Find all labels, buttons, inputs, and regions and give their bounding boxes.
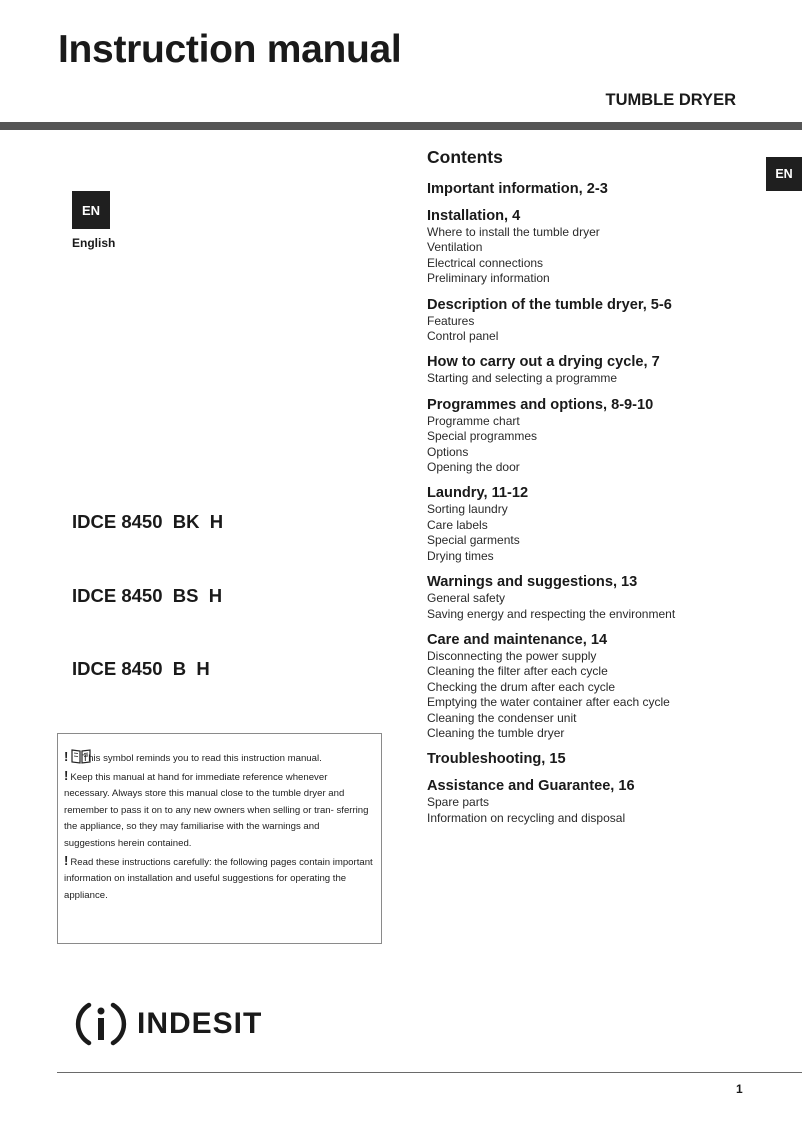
notice-para-3: ! Read these instructions carefully: the following pages contain important information on installation and useful suggestions for operating the appliance. — [64, 852, 373, 901]
contents-section — [427, 750, 787, 768]
language-side-tab: EN — [766, 157, 802, 191]
contents-section — [427, 353, 787, 386]
section-item: Checking the drum after each cycle — [427, 679, 616, 694]
indesit-logo-icon — [75, 999, 127, 1049]
contents-section — [427, 180, 787, 198]
section-item: Cleaning the tumble dryer — [427, 725, 565, 740]
section-title: Programmes and options, 8-9-10 — [427, 396, 654, 413]
footer-rule — [57, 1072, 802, 1073]
section-item: Starting and selecting a programme — [427, 371, 618, 386]
section-item: Control panel — [427, 329, 499, 344]
section-item: Information on recycling and disposal — [427, 810, 626, 825]
section-item: Disconnecting the power supply — [427, 648, 597, 663]
contents-section — [427, 296, 787, 345]
section-title: Laundry, 11-12 — [427, 485, 529, 502]
section-item: Emptying the water container after each cycle — [427, 695, 670, 710]
contents-section — [427, 207, 787, 287]
indesit-logo — [75, 999, 262, 1049]
section-item: General safety — [427, 591, 506, 606]
section-item: Preliminary information — [427, 271, 550, 286]
page-number: 1 — [736, 1082, 743, 1096]
document-title: Instruction manual — [58, 28, 402, 71]
section-item: Features — [427, 313, 475, 328]
section-title: Troubleshooting, 15 — [427, 751, 566, 768]
section-item: Options — [427, 444, 469, 459]
model-name: IDCE 8450 B H — [72, 658, 210, 679]
header-rule — [0, 122, 802, 130]
document-subtitle: TUMBLE DRYER — [605, 91, 736, 109]
contents-section — [427, 631, 787, 741]
section-title: Assistance and Guarantee, 16 — [427, 778, 635, 795]
table-of-contents — [427, 147, 787, 835]
exclamation-icon: ! — [64, 852, 69, 868]
section-item: Sorting laundry — [427, 502, 508, 517]
contents-section — [427, 484, 787, 564]
section-item: Ventilation — [427, 240, 483, 255]
contents-section — [427, 777, 787, 826]
language-badge: EN — [72, 191, 110, 229]
section-item: Saving energy and respecting the environment — [427, 606, 676, 621]
section-item: Care labels — [427, 517, 488, 532]
section-item: Cleaning the condenser unit — [427, 710, 577, 725]
section-item: Opening the door — [427, 460, 520, 475]
section-item: Cleaning the filter after each cycle — [427, 664, 608, 679]
section-title: Description of the tumble dryer, 5-6 — [427, 296, 672, 313]
section-title: Important information, 2-3 — [427, 181, 608, 197]
logo-text: INDESIT — [137, 1007, 263, 1040]
section-item: Drying times — [427, 548, 494, 563]
exclamation-icon: ! — [64, 767, 69, 783]
model-name: IDCE 8450 BK H — [72, 511, 224, 532]
section-item: Spare parts — [427, 795, 490, 810]
contents-sections — [427, 180, 787, 826]
section-title: Warnings and suggestions, 13 — [427, 574, 638, 591]
section-item: Special programmes — [427, 429, 538, 444]
language-name: English — [72, 236, 116, 250]
section-item: Special garments — [427, 533, 520, 548]
exclamation-icon: ! — [64, 749, 69, 764]
model-name: IDCE 8450 BS H — [72, 584, 223, 606]
model-list — [72, 461, 223, 706]
section-title: How to carry out a drying cycle, 7 — [427, 354, 660, 371]
notice-para-2: ! Keep this manual at hand for immediate reference whenever necessary. Always store this manual close to the tumble dryer and remember to pass it on to any new owners when selling or tran- sferring the appliance, so they may familiarise with the warnings and suggestions herein contained. — [64, 767, 369, 849]
section-item: Electrical connections — [427, 255, 544, 270]
section-title: Installation, 4 — [427, 208, 521, 224]
notice-box — [57, 733, 382, 944]
section-item: Programme chart — [427, 413, 520, 428]
section-title: Care and maintenance, 14 — [427, 631, 608, 648]
contents-section — [427, 573, 787, 622]
notice-para-1: ! This symbol reminds you to read this instruction manual. — [64, 749, 322, 764]
contents-section — [427, 396, 787, 476]
contents-heading: Contents — [427, 147, 503, 167]
section-item: Where to install the tumble dryer — [427, 225, 600, 239]
